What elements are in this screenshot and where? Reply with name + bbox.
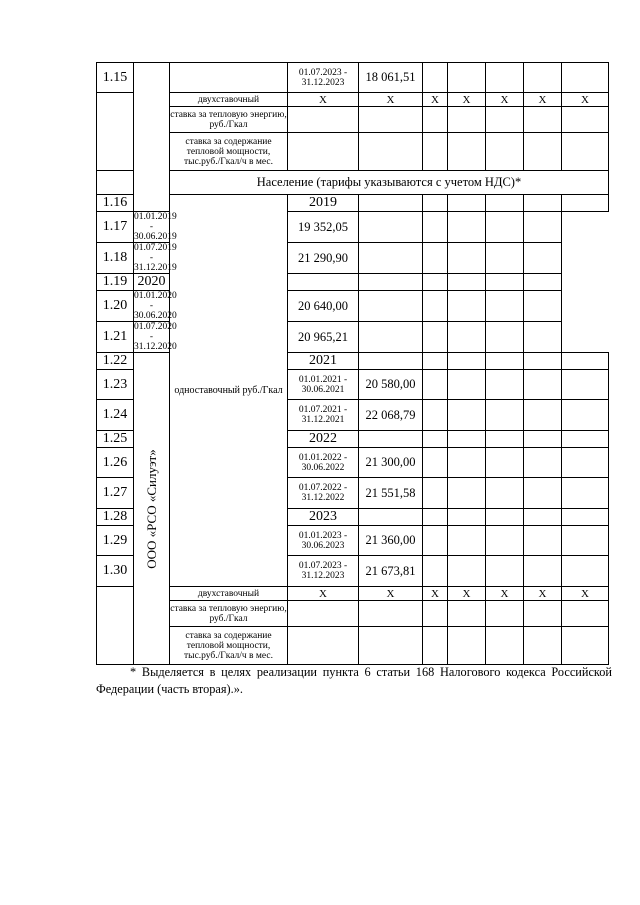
- table-row: [97, 601, 609, 627]
- empty-cell: [359, 243, 423, 274]
- footnote-line-2: Федерации (часть вторая).».: [96, 682, 243, 696]
- empty-cell: [562, 400, 609, 431]
- empty-cell: [359, 509, 423, 526]
- value-cell: 18 061,51: [359, 63, 423, 93]
- year-cell: 2023: [288, 509, 359, 526]
- x-mark: Х: [486, 587, 524, 601]
- empty-cell: [486, 212, 524, 243]
- x-mark: Х: [562, 93, 609, 107]
- empty-cell: [359, 107, 423, 133]
- empty-cell: [486, 601, 524, 627]
- table-row: [97, 107, 609, 133]
- empty-cell: [524, 322, 562, 353]
- empty-cell: [423, 195, 448, 212]
- empty-cell: [486, 274, 524, 291]
- x-mark: Х: [448, 93, 486, 107]
- table-row: [97, 93, 609, 107]
- empty-cell: [288, 601, 359, 627]
- row-number: 1.21: [97, 322, 134, 353]
- empty-cell: [486, 526, 524, 556]
- org-name-cell: [134, 353, 170, 665]
- empty-cell: [486, 478, 524, 509]
- row-number: 1.18: [97, 243, 134, 274]
- org-name: ООО «РСО «Силуэт»: [143, 448, 159, 569]
- empty-cell: [423, 509, 448, 526]
- footnote-line-1: * Выделяется в целях реализации пункта 6 статьи 168 Налогового кодекса Российской: [130, 665, 612, 679]
- empty-cell: [448, 601, 486, 627]
- empty-cell: [448, 243, 486, 274]
- row-number: 1.17: [97, 212, 134, 243]
- empty-cell: [423, 478, 448, 509]
- two-part-label: двухставочный: [170, 587, 288, 601]
- heat-rate-label: ставка за тепловую энергию, руб./Гкал: [170, 107, 288, 133]
- empty-cell: [448, 291, 486, 322]
- empty-cell: [524, 353, 562, 370]
- empty-cell: [448, 212, 486, 243]
- period-cell: 01.01.2020 - 30.06.2020: [134, 291, 177, 321]
- empty-cell: [448, 509, 486, 526]
- x-mark: Х: [524, 587, 562, 601]
- empty-cell: [562, 601, 609, 627]
- row-number: 1.25: [97, 431, 134, 448]
- row-number: [97, 171, 134, 195]
- empty-cell: [448, 431, 486, 448]
- empty-cell: [423, 243, 448, 274]
- value-cell: 20 965,21: [288, 322, 359, 353]
- empty-cell: [359, 322, 423, 353]
- value-cell: 21 300,00: [359, 448, 423, 478]
- empty-cell: [486, 353, 524, 370]
- empty-cell: [486, 627, 524, 665]
- empty-cell: [562, 526, 609, 556]
- year-cell: 2022: [288, 431, 359, 448]
- empty-cell: [423, 627, 448, 665]
- empty-cell: [524, 526, 562, 556]
- empty-cell: [562, 431, 609, 448]
- empty-cell: [288, 627, 359, 665]
- empty-cell: [524, 133, 562, 171]
- empty-cell: [359, 627, 423, 665]
- empty-cell: [359, 212, 423, 243]
- empty-cell: [359, 274, 423, 291]
- empty-cell: [448, 322, 486, 353]
- empty-cell: [288, 274, 359, 291]
- period-cell: 01.01.2021 - 30.06.2021: [288, 370, 359, 400]
- x-mark: Х: [486, 93, 524, 107]
- value-cell: 20 580,00: [359, 370, 423, 400]
- x-mark: Х: [423, 587, 448, 601]
- row-number: 1.15: [97, 63, 134, 93]
- empty-cell: [562, 478, 609, 509]
- empty-cell: [448, 353, 486, 370]
- footnote: [96, 664, 612, 698]
- population-section-title: Население (тарифы указываются с учетом НДС)*: [170, 171, 609, 195]
- empty-cell: [486, 431, 524, 448]
- empty-cell: [562, 627, 609, 665]
- value-cell: 21 290,90: [288, 243, 359, 274]
- row-number: 1.19: [97, 274, 134, 291]
- row-number: 1.20: [97, 291, 134, 322]
- year-cell: 2020: [134, 274, 170, 291]
- empty-cell: [486, 195, 524, 212]
- year-cell: 2019: [288, 195, 359, 212]
- empty-cell: [562, 353, 609, 370]
- empty-cell: [486, 63, 524, 93]
- empty-cell: [524, 509, 562, 526]
- empty-cell: [562, 63, 609, 93]
- empty-cell: [524, 274, 562, 291]
- empty-cell: [423, 556, 448, 587]
- empty-cell: [524, 478, 562, 509]
- two-part-label: двухставочный: [170, 93, 288, 107]
- one-part-label-text: одноставочный руб./Гкал: [174, 385, 283, 396]
- empty-cell: [524, 601, 562, 627]
- empty-cell: [423, 448, 448, 478]
- empty-cell: [486, 400, 524, 431]
- empty-cell: [448, 526, 486, 556]
- empty-cell: [423, 63, 448, 93]
- empty-cell: [486, 448, 524, 478]
- empty-cell: [562, 448, 609, 478]
- empty-cell: [448, 556, 486, 587]
- empty-cell: [486, 107, 524, 133]
- empty-cell: [562, 556, 609, 587]
- empty-cell: [359, 431, 423, 448]
- period-cell: 01.07.2023 - 31.12.2023: [288, 63, 359, 93]
- empty-cell: [524, 195, 562, 212]
- table-row: [97, 133, 609, 171]
- row-number: 1.28: [97, 509, 134, 526]
- empty-cell: [524, 107, 562, 133]
- period-cell: 01.01.2023 - 30.06.2023: [288, 526, 359, 556]
- value-cell: 20 640,00: [288, 291, 359, 322]
- tariff-table: [96, 62, 609, 665]
- row-number: 1.27: [97, 478, 134, 509]
- row-number: 1.22: [97, 353, 134, 370]
- empty-cell: [448, 195, 486, 212]
- empty-cell: [524, 400, 562, 431]
- heat-rate-label: ставка за тепловую энергию, руб./Гкал: [170, 601, 288, 627]
- empty-cell: [423, 431, 448, 448]
- empty-cell: [562, 195, 609, 212]
- period-cell: 01.01.2022 - 30.06.2022: [288, 448, 359, 478]
- empty-cell: [486, 243, 524, 274]
- empty-cell: [562, 509, 609, 526]
- empty-cell: [524, 556, 562, 587]
- x-mark: Х: [359, 93, 423, 107]
- value-cell: 21 360,00: [359, 526, 423, 556]
- table-row: [97, 63, 609, 93]
- table-row: [97, 587, 609, 601]
- empty-cell: [423, 322, 448, 353]
- empty-cell: [524, 212, 562, 243]
- period-cell: 01.01.2019 - 30.06.2019: [134, 212, 177, 242]
- empty-cell: [423, 212, 448, 243]
- empty-cell: [524, 243, 562, 274]
- year-cell: 2021: [288, 353, 359, 370]
- empty-cell: [448, 448, 486, 478]
- period-cell: 01.07.2022 - 31.12.2022: [288, 478, 359, 509]
- empty-cell: [486, 556, 524, 587]
- empty-cell: [524, 291, 562, 322]
- empty-cell: [288, 133, 359, 171]
- empty-cell: [486, 291, 524, 322]
- row-number: 1.16: [97, 195, 134, 212]
- empty-cell: [448, 63, 486, 93]
- empty-cell: [524, 627, 562, 665]
- value-cell: 22 068,79: [359, 400, 423, 431]
- empty-cell: [448, 133, 486, 171]
- row-number: 1.24: [97, 400, 134, 431]
- row-number: 1.30: [97, 556, 134, 587]
- period-cell: 01.07.2020 - 31.12.2020: [134, 322, 177, 352]
- empty-cell: [359, 133, 423, 171]
- empty-cell: [524, 63, 562, 93]
- x-mark: Х: [288, 587, 359, 601]
- x-mark: Х: [562, 587, 609, 601]
- type-cell: [170, 63, 288, 93]
- x-mark: Х: [288, 93, 359, 107]
- row-number: 1.23: [97, 370, 134, 400]
- empty-cell: [524, 448, 562, 478]
- period-cell: 01.07.2019 - 31.12.2019: [134, 243, 177, 273]
- empty-cell: [423, 291, 448, 322]
- empty-cell: [423, 353, 448, 370]
- empty-cell: [486, 509, 524, 526]
- empty-cell: [423, 370, 448, 400]
- empty-cell: [486, 370, 524, 400]
- period-cell: 01.07.2021 - 31.12.2021: [288, 400, 359, 431]
- empty-cell: [423, 133, 448, 171]
- one-part-label: [170, 195, 288, 587]
- empty-cell: [359, 353, 423, 370]
- row-number: [97, 587, 134, 665]
- value-cell: 19 352,05: [288, 212, 359, 243]
- empty-cell: [423, 400, 448, 431]
- table-row: [97, 195, 609, 212]
- empty-cell: [423, 526, 448, 556]
- empty-cell: [423, 107, 448, 133]
- empty-cell: [288, 107, 359, 133]
- empty-cell: [562, 133, 609, 171]
- empty-cell: [359, 195, 423, 212]
- period-cell: 01.07.2023 - 31.12.2023: [288, 556, 359, 587]
- empty-cell: [448, 107, 486, 133]
- empty-cell: [486, 133, 524, 171]
- table-row: [97, 171, 609, 195]
- empty-cell: [448, 478, 486, 509]
- empty-cell: [524, 431, 562, 448]
- empty-cell: [448, 370, 486, 400]
- empty-cell: [524, 370, 562, 400]
- empty-cell: [448, 274, 486, 291]
- empty-cell: [423, 274, 448, 291]
- empty-cell: [448, 627, 486, 665]
- org-cell-upper: [134, 63, 170, 212]
- empty-cell: [562, 370, 609, 400]
- value-cell: 21 673,81: [359, 556, 423, 587]
- power-rate-label: ставка за содержание тепловой мощности, тыс.руб./Гкал/ч в мес.: [170, 627, 288, 665]
- x-mark: Х: [359, 587, 423, 601]
- empty-cell: [423, 601, 448, 627]
- value-cell: 21 551,58: [359, 478, 423, 509]
- x-mark: Х: [423, 93, 448, 107]
- row-number: [97, 93, 134, 171]
- x-mark: Х: [524, 93, 562, 107]
- empty-cell: [359, 601, 423, 627]
- empty-cell: [562, 107, 609, 133]
- table-row: [97, 627, 609, 665]
- empty-cell: [486, 322, 524, 353]
- x-mark: Х: [448, 587, 486, 601]
- empty-cell: [448, 400, 486, 431]
- power-rate-label: ставка за содержание тепловой мощности, тыс.руб./Гкал/ч в мес.: [170, 133, 288, 171]
- empty-cell: [359, 291, 423, 322]
- row-number: 1.29: [97, 526, 134, 556]
- row-number: 1.26: [97, 448, 134, 478]
